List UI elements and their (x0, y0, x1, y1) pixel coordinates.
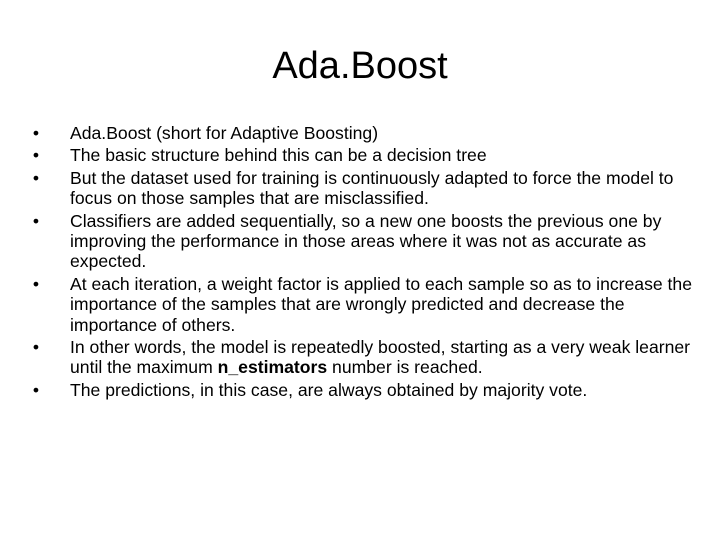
bullet-item (26, 274, 712, 335)
bullet-item (26, 337, 712, 378)
bullet-icon: • (32, 379, 40, 400)
parameter-name: n_estimators (217, 357, 328, 378)
bullet-text: Ada.Boost (short for Adaptive Boosting) (70, 123, 379, 143)
bullet-item (26, 123, 712, 143)
bullet-item (26, 211, 712, 272)
bullet-text-part: In other words, the model is repeatedly boosted, starting as a very weak learner until the maximum (70, 337, 691, 378)
bullet-text-part: number is reached. (327, 357, 483, 378)
bullet-icon: • (32, 210, 40, 231)
bullet-icon: • (32, 273, 40, 294)
bullet-item (26, 168, 712, 209)
bullet-icon: • (32, 337, 40, 358)
bullet-icon: • (32, 167, 40, 188)
bullet-item (26, 145, 712, 165)
bullet-icon: • (32, 123, 40, 143)
bullet-text (70, 337, 690, 377)
bullet-text: Classifiers are added sequentially, so a new one boosts the previous one by improving the performance in those areas where it was not as accurate as expected. (70, 210, 662, 272)
bullet-text: The predictions, in this case, are always obtained by majority vote. (70, 379, 588, 400)
bullet-text: At each iteration, a weight factor is applied to each sample so as to increase the importance of the samples that are wrongly predicted and decrease the importance of others. (70, 273, 693, 335)
bullet-list (26, 123, 712, 402)
slide-title: Ada.Boost (272, 45, 448, 87)
bullet-text: The basic structure behind this can be a decision tree (70, 145, 487, 166)
bullet-text: But the dataset used for training is continuously adapted to force the model to focus on those samples that are misclassified. (70, 167, 674, 209)
bullet-icon: • (32, 145, 40, 166)
bullet-item (26, 380, 712, 400)
